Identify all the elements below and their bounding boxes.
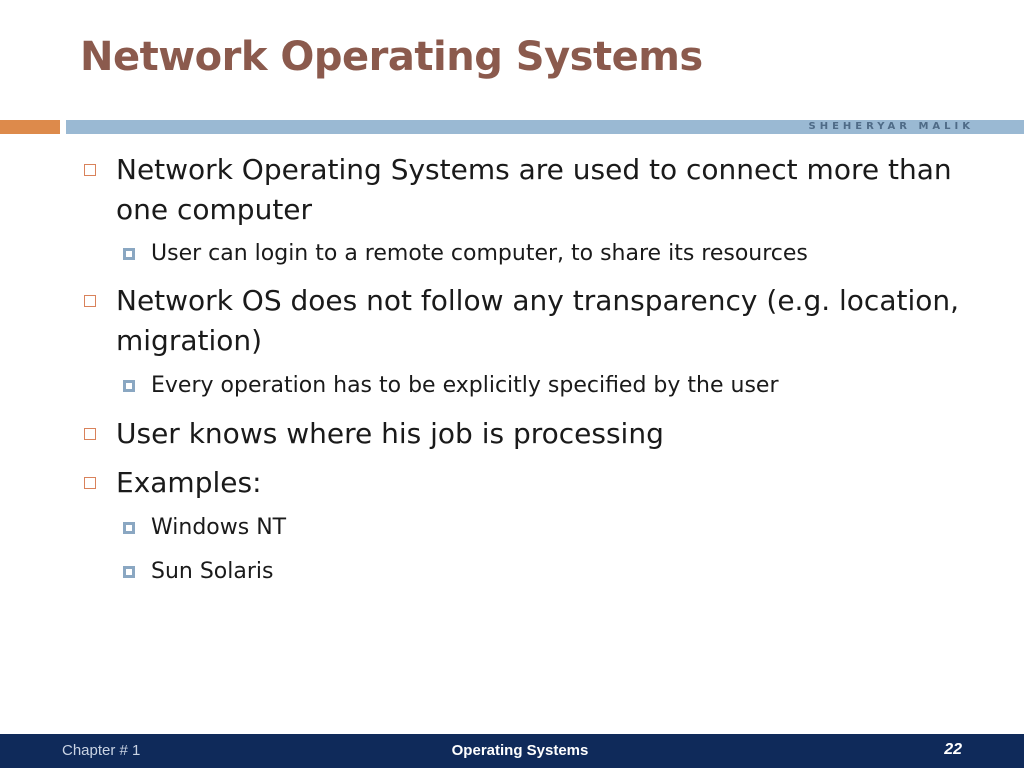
bullet-level1 — [80, 463, 960, 503]
slide-title: Network Operating Systems — [80, 34, 703, 80]
bullet-text: Examples: — [116, 466, 262, 499]
bullet-level2 — [120, 238, 980, 270]
bullet-level1 — [80, 281, 960, 361]
author-name: SHEHERYAR MALIK — [808, 121, 974, 132]
hollow-square-bullet-icon — [84, 295, 96, 307]
bullet-level2 — [120, 512, 980, 544]
slide-footer — [0, 734, 1024, 768]
slide-page-number: 22 — [944, 741, 962, 758]
bullet-text: Network OS does not follow any transparency (e.g. location, migration) — [116, 284, 960, 357]
bullet-level1 — [80, 150, 960, 230]
bullet-text: User can login to a remote computer, to share its resources — [151, 241, 808, 266]
bullet-text: Network Operating Systems are used to connect more than one computer — [116, 153, 952, 226]
header-accent-orange-bar — [0, 120, 60, 134]
hollow-square-bullet-icon — [84, 428, 96, 440]
bullet-text: Sun Solaris — [151, 559, 274, 584]
footer-course-title: Operating Systems — [451, 742, 589, 759]
bullet-text: User knows where his job is processing — [116, 417, 664, 450]
hollow-square-bullet-icon — [84, 477, 96, 489]
bullet-level2 — [120, 556, 980, 588]
square-bullet-icon — [123, 522, 135, 534]
footer-chapter: Chapter # 1 — [62, 742, 141, 759]
bullet-text: Every operation has to be explicitly specified by the user — [151, 373, 779, 398]
square-bullet-icon — [123, 248, 135, 260]
square-bullet-icon — [123, 566, 135, 578]
bullet-text: Windows NT — [151, 515, 287, 540]
hollow-square-bullet-icon — [84, 164, 96, 176]
bullet-level2 — [120, 370, 980, 402]
bullet-level1 — [80, 414, 960, 454]
square-bullet-icon — [123, 380, 135, 392]
